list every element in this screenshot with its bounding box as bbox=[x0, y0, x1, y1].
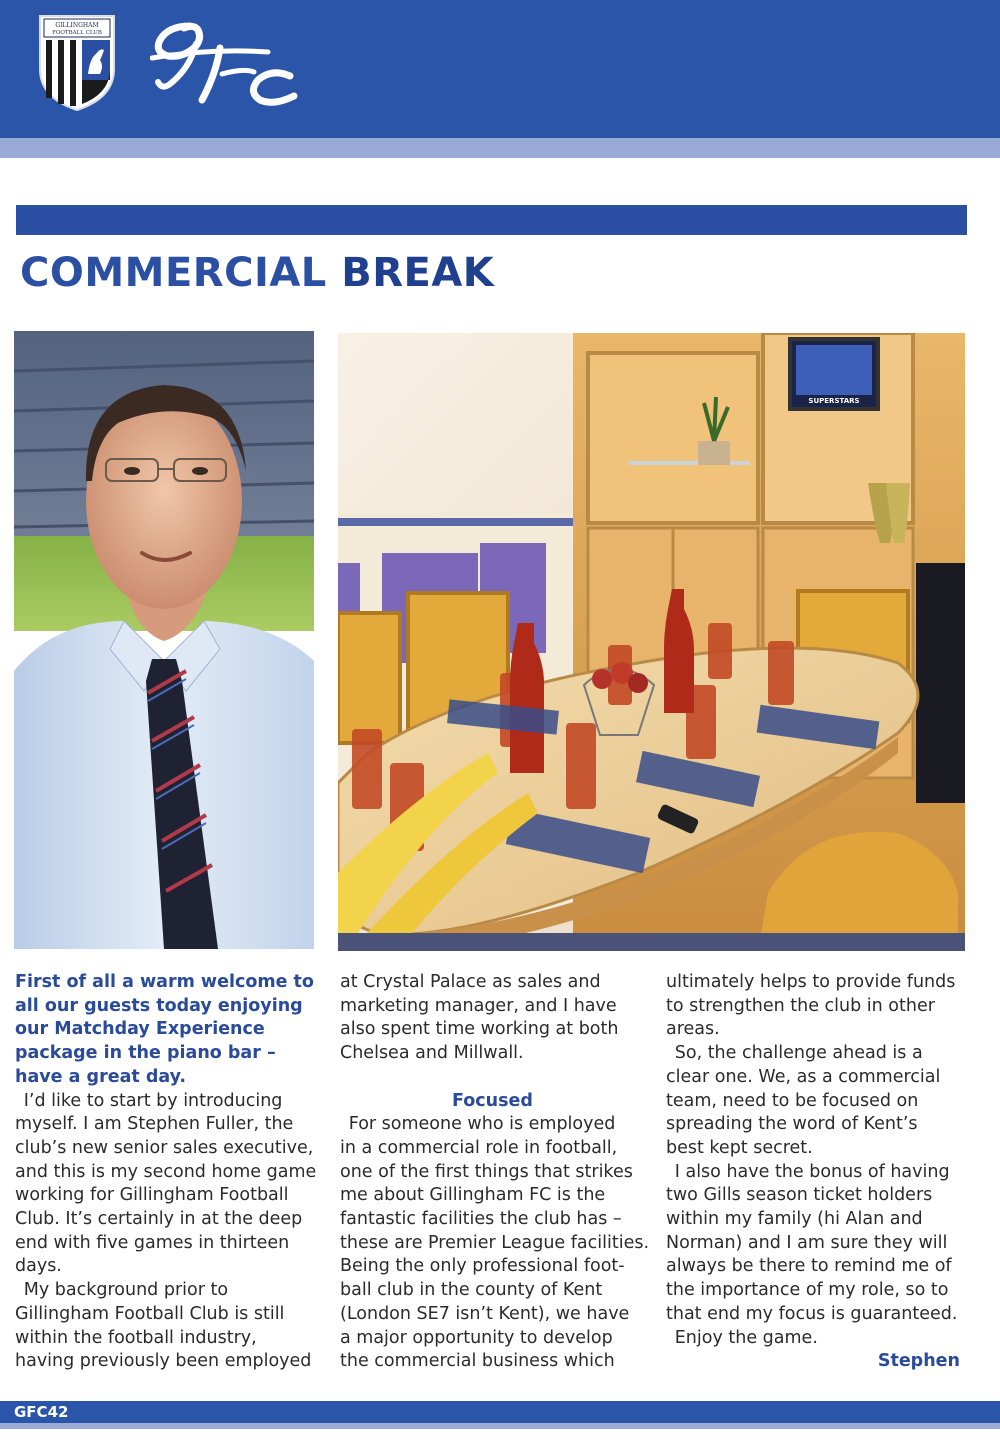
body-line: Norman) and I am sure they will bbox=[666, 1232, 948, 1253]
body-line: I also have the bonus of having bbox=[666, 1161, 950, 1182]
footer-band bbox=[0, 1401, 1000, 1423]
body-line: in a commercial role in football, bbox=[340, 1137, 618, 1158]
footer-stripe bbox=[0, 1423, 1000, 1429]
intro-line: our Matchday Experience bbox=[15, 1019, 265, 1040]
body-line: Gillingham Football Club is still bbox=[15, 1303, 285, 1324]
intro-line: all our guests today enjoying bbox=[15, 995, 303, 1016]
body-line: that end my focus is guaranteed. bbox=[666, 1303, 958, 1324]
body-line: me about Gillingham FC is the bbox=[340, 1185, 606, 1206]
body-line: and this is my second home game bbox=[15, 1161, 317, 1182]
body-line: within my family (hi Alan and bbox=[666, 1209, 923, 1230]
title-light: COMMERCIAL bbox=[20, 250, 327, 296]
body-line: working for Gillingham Football bbox=[15, 1185, 289, 1206]
body-line: to strengthen the club in other bbox=[666, 995, 935, 1016]
body-line: Club. It’s certainly in at the deep bbox=[15, 1209, 303, 1230]
body-line: ultimately helps to provide funds bbox=[666, 972, 956, 992]
title-bold: BREAK bbox=[341, 250, 495, 296]
body-line: My background prior to bbox=[15, 1280, 229, 1301]
body-text bbox=[340, 1113, 650, 1374]
photo-piano-bar-room bbox=[338, 333, 965, 951]
body-line: the importance of my role, so to bbox=[666, 1280, 949, 1301]
body-line: having previously been employed bbox=[15, 1351, 312, 1372]
intro-line: First of all a warm welcome to bbox=[15, 972, 314, 992]
body-line: one of the first things that strikes bbox=[340, 1161, 633, 1182]
gfc-logo bbox=[150, 18, 300, 113]
body-line: best kept secret. bbox=[666, 1137, 813, 1158]
body-line: also spent time working at both bbox=[340, 1019, 619, 1040]
article-column-1 bbox=[15, 971, 315, 1374]
intro-line: have a great day. bbox=[15, 1066, 187, 1087]
body-line: myself. I am Stephen Fuller, the bbox=[15, 1114, 294, 1135]
body-line: days. bbox=[15, 1256, 62, 1277]
body-text bbox=[15, 1090, 315, 1374]
body-line: marketing manager, and I have bbox=[340, 995, 617, 1016]
body-line: these are Premier League facilities. bbox=[340, 1232, 650, 1253]
photo-stephen-fuller bbox=[14, 331, 314, 949]
body-line: clear one. We, as a commercial bbox=[666, 1066, 941, 1087]
body-line: team, need to be focused on bbox=[666, 1090, 919, 1111]
body-line: within the football industry, bbox=[15, 1327, 257, 1348]
tv-screen-text: SUPERSTARS bbox=[808, 397, 860, 405]
body-line: For someone who is employed bbox=[340, 1114, 616, 1135]
intro-line: package in the piano bar – bbox=[15, 1043, 276, 1064]
body-line: I’d like to start by introducing bbox=[15, 1090, 283, 1111]
body-text bbox=[666, 971, 966, 1350]
article-column-3 bbox=[666, 971, 966, 1374]
body-line: the commercial business which bbox=[340, 1351, 615, 1372]
body-line: two Gills season ticket holders bbox=[666, 1185, 933, 1206]
body-line: Chelsea and Millwall. bbox=[340, 1043, 524, 1064]
section-subhead: Focused bbox=[452, 1090, 533, 1111]
page-number: GFC42 bbox=[14, 1403, 69, 1421]
body-line: club’s new senior sales executive, bbox=[15, 1137, 314, 1158]
body-line: end with five games in thirteen bbox=[15, 1232, 290, 1253]
author-signature: Stephen bbox=[877, 1351, 960, 1372]
body-line: (London SE7 isn’t Kent), we have bbox=[340, 1303, 630, 1324]
body-text bbox=[340, 971, 645, 1066]
body-line: a major opportunity to develop bbox=[340, 1327, 613, 1348]
body-line: So, the challenge ahead is a bbox=[666, 1043, 923, 1064]
body-line: areas. bbox=[666, 1019, 720, 1040]
title-bar bbox=[16, 205, 967, 235]
body-line: at Crystal Palace as sales and bbox=[340, 972, 601, 992]
body-line: always be there to remind me of bbox=[666, 1256, 952, 1277]
body-line: Being the only professional foot- bbox=[340, 1256, 625, 1277]
body-line: spreading the word of Kent’s bbox=[666, 1114, 918, 1135]
article-column-2 bbox=[340, 971, 650, 1374]
body-line: ball club in the county of Kent bbox=[340, 1280, 603, 1301]
intro-paragraph bbox=[15, 971, 315, 1090]
header-stripe bbox=[0, 138, 1000, 158]
club-crest-icon bbox=[38, 14, 116, 112]
article-title bbox=[20, 250, 494, 296]
crest-line-1: GILLINGHAM bbox=[55, 22, 99, 29]
body-line: Enjoy the game. bbox=[666, 1327, 818, 1348]
body-line: fantastic facilities the club has – bbox=[340, 1209, 622, 1230]
crest-line-2: FOOTBALL CLUB bbox=[52, 30, 102, 36]
spacer bbox=[340, 1066, 645, 1090]
